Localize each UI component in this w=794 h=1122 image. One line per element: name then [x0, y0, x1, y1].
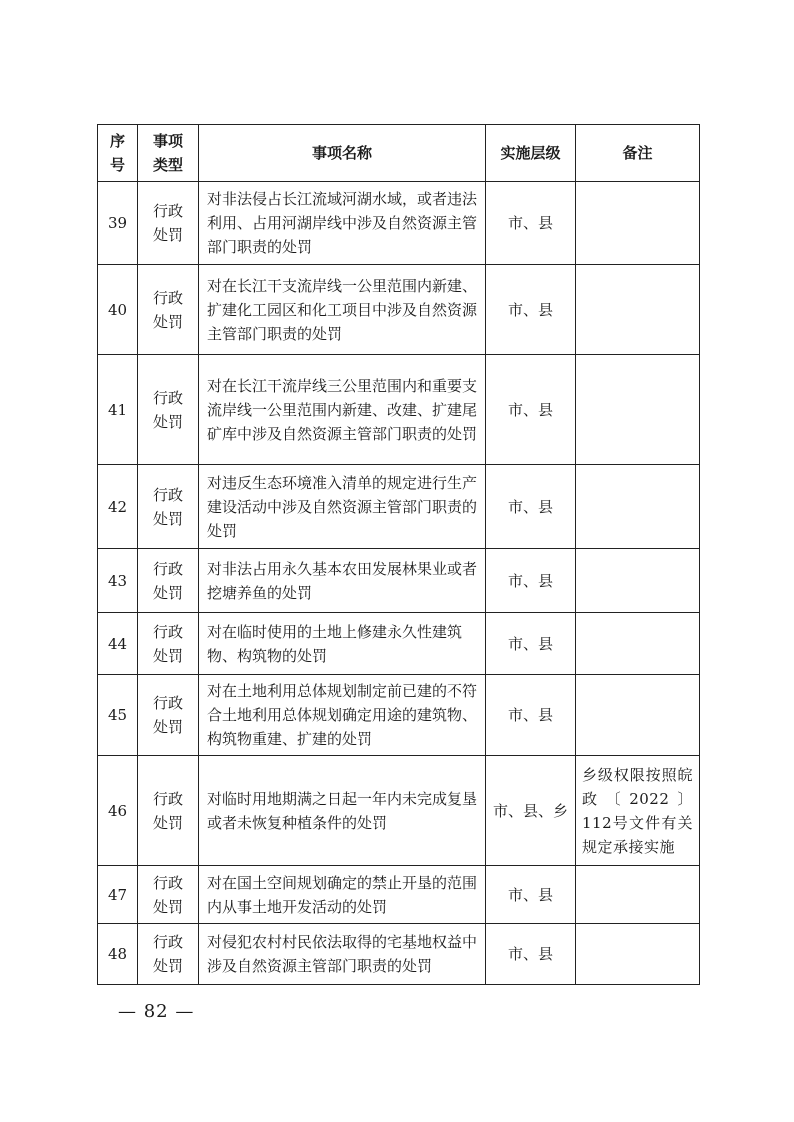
row-number: 47	[98, 866, 138, 924]
row-number: 48	[98, 924, 138, 985]
implementation-level: 市、县	[486, 465, 576, 549]
item-type: 行政 处罚	[138, 613, 199, 675]
remark	[576, 866, 700, 924]
implementation-level: 市、县	[486, 355, 576, 465]
implementation-level: 市、县、乡	[486, 756, 576, 866]
table-row	[98, 866, 700, 924]
table-row	[98, 549, 700, 613]
row-number: 39	[98, 182, 138, 265]
table-row	[98, 613, 700, 675]
table-row	[98, 182, 700, 265]
header-seq: 序 号	[98, 125, 138, 182]
table-row	[98, 675, 700, 756]
item-name: 对非法占用永久基本农田发展林果业或者挖塘养鱼的处罚	[199, 549, 486, 613]
header-name: 事项名称	[199, 125, 486, 182]
remark: 乡级权限按照皖政〔2022〕112号文件有关规定承接实施	[576, 756, 700, 866]
row-number: 44	[98, 613, 138, 675]
implementation-level: 市、县	[486, 182, 576, 265]
remark	[576, 265, 700, 355]
item-name: 对在长江干支流岸线一公里范围内新建、扩建化工园区和化工项目中涉及自然资源主管部门职责的处罚	[199, 265, 486, 355]
header-level: 实施层级	[486, 125, 576, 182]
item-name: 对在国土空间规划确定的禁止开垦的范围内从事土地开发活动的处罚	[199, 866, 486, 924]
items-table	[97, 124, 700, 985]
row-number: 45	[98, 675, 138, 756]
implementation-level: 市、县	[486, 613, 576, 675]
row-number: 43	[98, 549, 138, 613]
item-name: 对在土地利用总体规划制定前已建的不符合土地利用总体规划确定用途的建筑物、构筑物重建、扩建的处罚	[199, 675, 486, 756]
implementation-level: 市、县	[486, 549, 576, 613]
header-type: 事项 类型	[138, 125, 199, 182]
remark	[576, 613, 700, 675]
table-row	[98, 355, 700, 465]
remark	[576, 675, 700, 756]
item-name: 对在长江干流岸线三公里范围内和重要支流岸线一公里范围内新建、改建、扩建尾矿库中涉及自然资源主管部门职责的处罚	[199, 355, 486, 465]
row-number: 41	[98, 355, 138, 465]
item-type: 行政 处罚	[138, 675, 199, 756]
table-header-row	[98, 125, 700, 182]
item-name: 对违反生态环境准入清单的规定进行生产建设活动中涉及自然资源主管部门职责的处罚	[199, 465, 486, 549]
table-row	[98, 756, 700, 866]
table-row	[98, 465, 700, 549]
item-type: 行政 处罚	[138, 465, 199, 549]
table-row	[98, 265, 700, 355]
implementation-level: 市、县	[486, 675, 576, 756]
implementation-level: 市、县	[486, 265, 576, 355]
item-type: 行政 处罚	[138, 924, 199, 985]
item-type: 行政 处罚	[138, 355, 199, 465]
remark	[576, 549, 700, 613]
row-number: 42	[98, 465, 138, 549]
item-type: 行政 处罚	[138, 866, 199, 924]
header-remark: 备注	[576, 125, 700, 182]
row-number: 40	[98, 265, 138, 355]
implementation-level: 市、县	[486, 866, 576, 924]
item-type: 行政 处罚	[138, 549, 199, 613]
item-type: 行政 处罚	[138, 756, 199, 866]
remark	[576, 355, 700, 465]
remark	[576, 465, 700, 549]
remark	[576, 924, 700, 985]
item-type: 行政 处罚	[138, 265, 199, 355]
item-type: 行政 处罚	[138, 182, 199, 265]
item-name: 对在临时使用的土地上修建永久性建筑物、构筑物的处罚	[199, 613, 486, 675]
remark	[576, 182, 700, 265]
row-number: 46	[98, 756, 138, 866]
table-row	[98, 924, 700, 985]
item-name: 对非法侵占长江流域河湖水域，或者违法利用、占用河湖岸线中涉及自然资源主管部门职责的处罚	[199, 182, 486, 265]
item-name: 对临时用地期满之日起一年内未完成复垦或者未恢复种植条件的处罚	[199, 756, 486, 866]
page-number: — 82 —	[118, 1001, 195, 1022]
implementation-level: 市、县	[486, 924, 576, 985]
table-body	[98, 182, 700, 985]
item-name: 对侵犯农村村民依法取得的宅基地权益中涉及自然资源主管部门职责的处罚	[199, 924, 486, 985]
